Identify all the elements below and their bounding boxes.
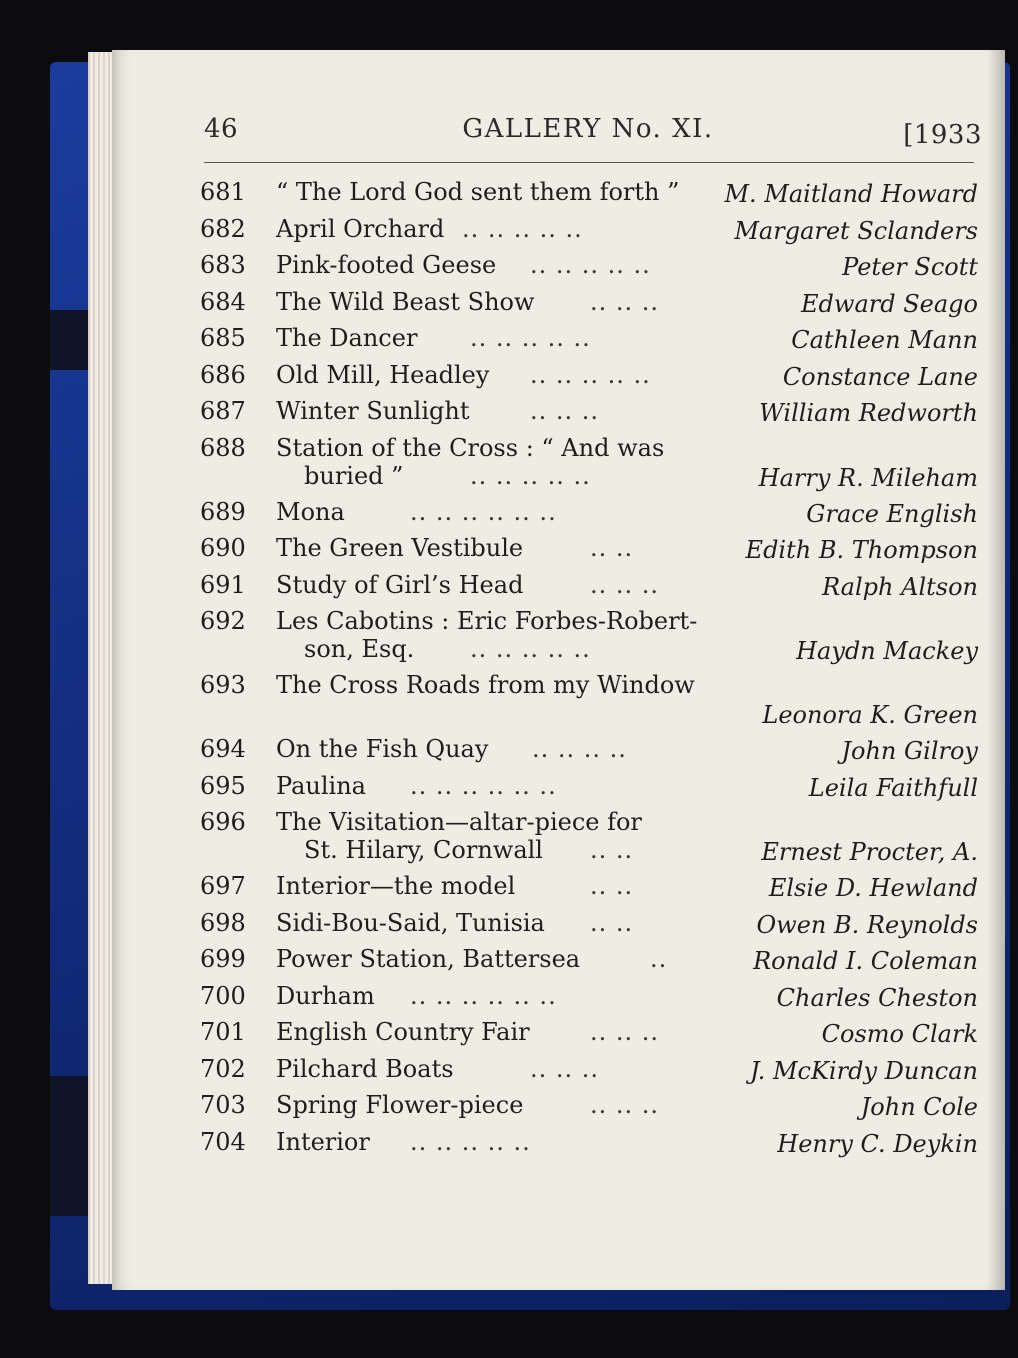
entry-number: 682 — [200, 214, 246, 243]
list-item — [200, 1091, 978, 1128]
entry-title: “ The Lord God sent them forth ” — [276, 178, 680, 206]
dot-leader: .. .. — [590, 534, 634, 562]
list-item — [200, 808, 978, 872]
entry-artist: Charles Cheston — [776, 983, 978, 1012]
page-number: 46 — [204, 114, 239, 144]
entry-title: Station of the Cross : “ And was — [276, 433, 665, 462]
entry-title: Interior — [276, 1127, 370, 1156]
list-item — [200, 671, 978, 735]
entry-artist: Henry C. Deykin — [777, 1129, 978, 1158]
entry-title: Spring Flower-piece — [276, 1091, 524, 1119]
entry-number: 704 — [200, 1127, 246, 1156]
list-item — [200, 324, 978, 361]
entry-title: Interior—the model — [276, 872, 516, 900]
entry-title: The Visitation—altar-piece for — [276, 808, 642, 836]
dot-leader: .. .. — [590, 872, 634, 900]
dot-leader: .. .. .. .. .. — [470, 635, 591, 663]
entry-artist: John Gilroy — [841, 737, 978, 765]
entry-title: Winter Sunlight — [276, 397, 470, 425]
entry-number: 691 — [200, 570, 246, 599]
dot-leader: .. .. .. — [530, 1054, 600, 1083]
list-item — [200, 215, 978, 252]
list-item — [200, 607, 978, 671]
entry-artist: Ernest Procter, A. — [761, 838, 978, 866]
list-item — [200, 1055, 978, 1092]
entry-artist: Edith B. Thompson — [745, 536, 978, 564]
entry-number: 689 — [200, 497, 246, 526]
entry-artist: Ralph Altson — [822, 572, 978, 601]
entry-artist: Harry R. Mileham — [758, 463, 978, 492]
entry-title: April Orchard — [276, 214, 445, 243]
entry-title: Durham — [276, 981, 375, 1010]
dot-leader: .. .. .. — [590, 1018, 660, 1046]
entry-title-continued: buried ” — [304, 461, 404, 490]
entry-artist: Peter Scott — [842, 253, 978, 281]
entry-number: 698 — [200, 908, 246, 937]
entry-title: English Country Fair — [276, 1018, 530, 1046]
dot-leader: .. .. .. — [590, 287, 660, 316]
entry-number: 701 — [200, 1018, 246, 1046]
list-item — [200, 288, 978, 325]
entry-artist: Haydn Mackey — [796, 637, 978, 665]
entry-title: Study of Girl’s Head — [276, 570, 524, 599]
entry-number: 690 — [200, 534, 246, 562]
entry-title-continued: St. Hilary, Cornwall — [304, 836, 543, 864]
entry-title: Sidi-Bou-Said, Tunisia — [276, 908, 545, 937]
entry-artist: Edward Seago — [801, 289, 978, 318]
entry-number: 688 — [200, 433, 246, 462]
dot-leader: .. .. .. — [590, 1091, 660, 1119]
catalogue-page — [112, 50, 1005, 1290]
header-rule — [204, 162, 974, 163]
entry-number: 681 — [200, 178, 246, 206]
entry-title: Paulina — [276, 771, 366, 800]
gallery-title: GALLERY No. XI. — [462, 114, 714, 144]
list-item — [200, 772, 978, 809]
dot-leader: .. .. .. .. — [532, 735, 627, 763]
entry-artist: Elsie D. Hewland — [768, 874, 978, 902]
dot-leader: .. .. .. .. .. — [530, 251, 651, 279]
list-item — [200, 982, 978, 1019]
dot-leader: .. .. .. .. .. — [470, 324, 591, 352]
entry-artist: Owen B. Reynolds — [756, 910, 978, 939]
entry-number: 700 — [200, 981, 246, 1010]
list-item — [200, 571, 978, 608]
dot-leader: .. .. — [590, 908, 634, 937]
entry-list — [200, 178, 978, 1164]
entry-number: 696 — [200, 808, 246, 836]
entry-artist: Cathleen Mann — [791, 326, 978, 354]
entry-artist: John Cole — [860, 1093, 978, 1121]
entry-artist: Leila Faithfull — [808, 773, 978, 802]
entry-artist: Constance Lane — [782, 362, 978, 391]
entry-number: 695 — [200, 771, 246, 800]
entry-artist: William Redworth — [759, 399, 978, 427]
dot-leader: .. .. — [590, 836, 634, 864]
list-item — [200, 1018, 978, 1055]
list-item — [200, 498, 978, 535]
entry-number: 693 — [200, 671, 246, 699]
entry-artist: Ronald I. Coleman — [753, 947, 978, 975]
dot-leader: .. — [650, 945, 668, 973]
catalogue-year: [1933 — [903, 120, 982, 150]
entry-title: Pink-footed Geese — [276, 251, 497, 279]
entry-artist: Cosmo Clark — [821, 1020, 978, 1048]
dot-leader: .. .. .. .. .. .. — [410, 497, 557, 526]
entry-number: 703 — [200, 1091, 246, 1119]
entry-number: 692 — [200, 607, 246, 635]
list-item — [200, 1128, 978, 1165]
entry-number: 686 — [200, 360, 246, 389]
list-item — [200, 945, 978, 982]
entry-title-continued: son, Esq. — [304, 635, 415, 663]
entry-title: Pilchard Boats — [276, 1054, 454, 1083]
entry-title: Old Mill, Headley — [276, 360, 490, 389]
dot-leader: .. .. .. .. .. .. — [410, 981, 557, 1010]
entry-number: 683 — [200, 251, 246, 279]
entry-number: 702 — [200, 1054, 246, 1083]
entry-artist: M. Maitland Howard — [724, 180, 978, 208]
list-item — [200, 534, 978, 571]
entry-number: 684 — [200, 287, 246, 316]
dot-leader: .. .. .. .. .. — [462, 214, 583, 243]
entry-number: 699 — [200, 945, 246, 973]
dot-leader: .. .. .. — [590, 570, 660, 599]
entry-artist: Leonora K. Green — [762, 701, 978, 729]
page-gutter-shadow — [987, 50, 1005, 1290]
list-item — [200, 735, 978, 772]
entry-title: The Green Vestibule — [276, 534, 524, 562]
entry-number: 687 — [200, 397, 246, 425]
entry-number: 697 — [200, 872, 246, 900]
entry-artist: J. McKirdy Duncan — [749, 1056, 978, 1085]
list-item — [200, 872, 978, 909]
list-item — [200, 909, 978, 946]
dot-leader: .. .. .. .. .. — [530, 360, 651, 389]
dot-leader: .. .. .. .. .. — [410, 1127, 531, 1156]
entry-title: Mona — [276, 497, 345, 526]
dot-leader: .. .. .. .. .. — [470, 461, 591, 490]
entry-artist: Margaret Sclanders — [734, 216, 978, 245]
dot-leader: .. .. .. — [530, 397, 600, 425]
entry-number: 694 — [200, 735, 246, 763]
entry-title: The Wild Beast Show — [276, 287, 535, 316]
list-item — [200, 434, 978, 498]
list-item — [200, 178, 978, 215]
entry-title: The Dancer — [276, 324, 418, 352]
entry-title: Power Station, Battersea — [276, 945, 581, 973]
entry-title: On the Fish Quay — [276, 735, 489, 763]
dot-leader: .. .. .. .. .. .. — [410, 771, 557, 800]
list-item — [200, 397, 978, 434]
page-header — [204, 114, 982, 160]
entry-title: The Cross Roads from my Window — [276, 671, 695, 699]
list-item — [200, 251, 978, 288]
list-item — [200, 361, 978, 398]
entry-title: Les Cabotins : Eric Forbes-Robert- — [276, 607, 698, 635]
entry-number: 685 — [200, 324, 246, 352]
entry-artist: Grace English — [806, 499, 978, 528]
